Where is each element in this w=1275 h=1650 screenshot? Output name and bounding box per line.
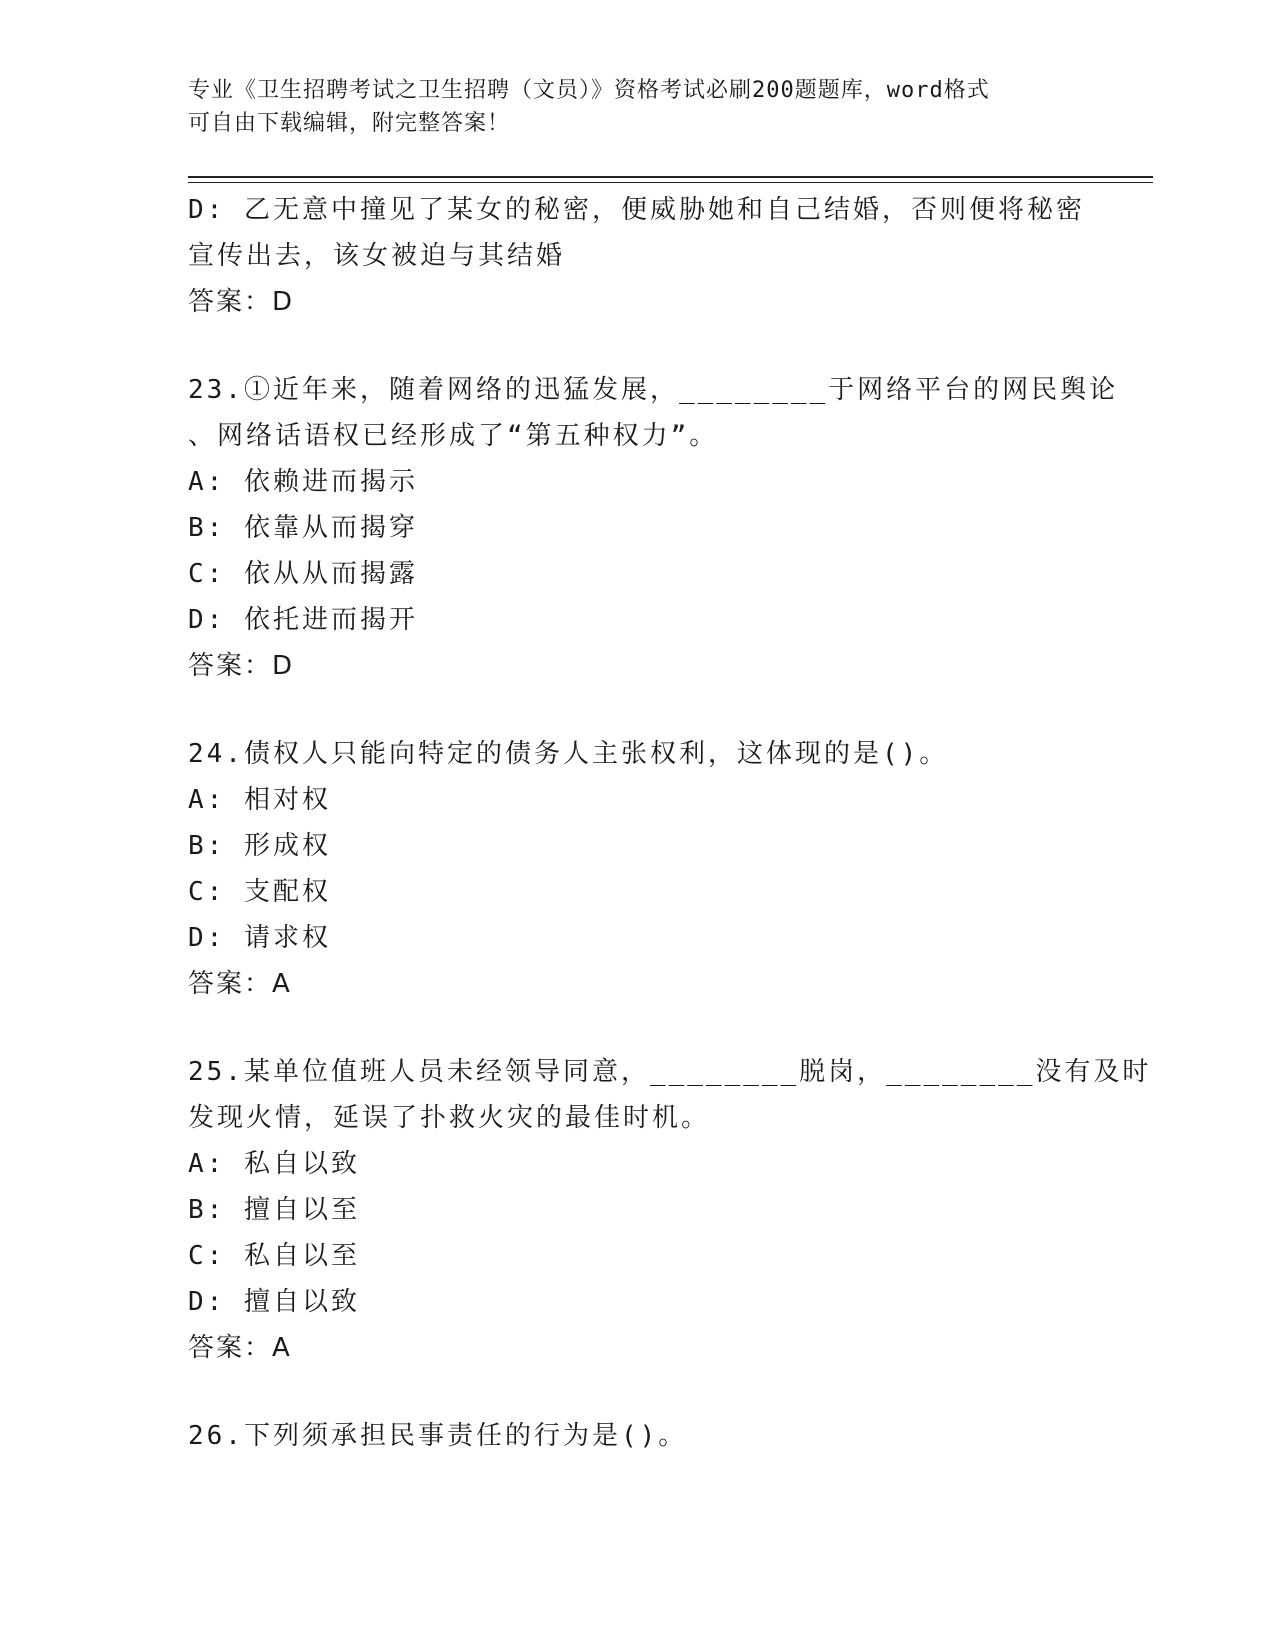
answer: 答案：D (188, 651, 295, 681)
question-stem-line-1: 26.下列须承担民事责任的行为是()。 (188, 1421, 688, 1451)
question-stem-line-2: 发现火情，延误了扑救火灾的最佳时机。 (188, 1103, 711, 1133)
option-c: C: 私自以至 (188, 1241, 360, 1271)
option-c: C: 支配权 (188, 877, 331, 907)
option-b: B: 依靠从而揭穿 (188, 513, 418, 543)
question-25 (188, 1049, 1152, 1371)
document-header (188, 74, 1088, 140)
question-26 (188, 1413, 1088, 1459)
question-23 (188, 367, 1119, 689)
option-b: B: 形成权 (188, 831, 331, 861)
question-content (188, 187, 1152, 1459)
option-a: A: 相对权 (188, 785, 331, 815)
header-divider-thin (188, 182, 1153, 183)
question-stem-line-1: 25.某单位值班人员未经领导同意，________脱岗，________没有及时 (188, 1057, 1152, 1087)
option-d: D: 擅自以致 (188, 1287, 360, 1317)
option-a: A: 私自以致 (188, 1149, 360, 1179)
prev-answer: 答案：D (188, 287, 295, 317)
question-stem-line-1: 24.债权人只能向特定的债务人主张权利，这体现的是()。 (188, 739, 949, 769)
prev-option-d-line-2: 宣传出去，该女被迫与其结婚 (188, 241, 566, 271)
question-24 (188, 731, 1088, 1007)
question-stem-line-2: 、网络话语权已经形成了“第五种权力”。 (188, 421, 719, 451)
answer: 答案：A (188, 969, 292, 999)
header-divider-thick (188, 176, 1153, 178)
spacer (188, 689, 1088, 731)
answer: 答案：A (188, 1333, 292, 1363)
option-d: D: 依托进而揭开 (188, 605, 418, 635)
option-c: C: 依从从而揭露 (188, 559, 418, 589)
option-d: D: 请求权 (188, 923, 331, 953)
prev-option-d-line-1: D: 乙无意中撞见了某女的秘密，便威胁她和自己结婚，否则便将秘密 (188, 195, 1085, 225)
spacer (188, 1007, 1088, 1049)
option-a: A: 依赖进而揭示 (188, 467, 418, 497)
header-line-1: 专业《卫生招聘考试之卫生招聘（文员）》资格考试必刷200题题库，word格式 (188, 78, 990, 103)
option-b: B: 擅自以至 (188, 1195, 360, 1225)
header-line-2: 可自由下载编辑，附完整答案！ (188, 111, 511, 136)
question-stem-line-1: 23.①近年来，随着网络的迅猛发展，________于网络平台的网民舆论 (188, 375, 1119, 405)
spacer (188, 325, 1088, 367)
